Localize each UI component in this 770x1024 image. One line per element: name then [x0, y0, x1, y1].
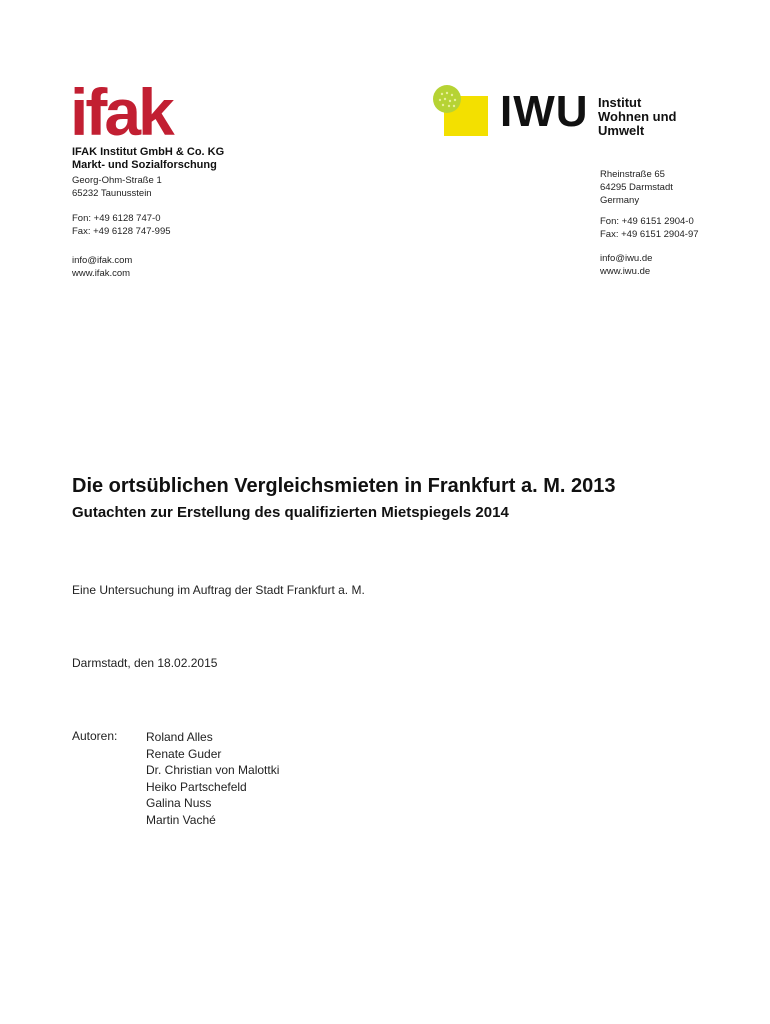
author-name: Heiko Partschefeld [146, 779, 247, 794]
iwu-logo-text: IWU [500, 87, 589, 136]
ifak-company-line: IFAK Institut GmbH & Co. KG [72, 146, 225, 158]
ifak-website: www.ifak.com [72, 268, 131, 279]
iwu-address-line: 64295 Darmstadt [600, 182, 673, 193]
iwu-web [600, 252, 652, 278]
iwu-address-line: Rheinstraße 65 [600, 169, 665, 180]
iwu-address-line: Germany [600, 195, 640, 206]
author-name: Galina Nuss [146, 796, 212, 810]
iwu-email: info@iwu.de [600, 253, 653, 264]
iwu-address [600, 168, 673, 207]
iwu-tagline-line: Institut [598, 95, 642, 110]
iwu-tagline-line: Umwelt [598, 123, 645, 138]
iwu-tagline-line: Wohnen und [598, 109, 677, 124]
place-date: Darmstadt, den 18.02.2015 [72, 656, 218, 670]
author-name: Dr. Christian von Malottki [146, 763, 280, 777]
ifak-phone-line: Fon: +49 6128 747-0 [72, 213, 161, 224]
iwu-logo [430, 84, 700, 140]
ifak-company [72, 146, 224, 172]
author-name: Renate Guder [146, 746, 222, 761]
authors-label: Autoren: [72, 729, 118, 743]
document-title: Die ortsüblichen Vergleichsmieten in Frankfurt a. M. 2013 [72, 475, 616, 497]
ifak-logo-text: ifak [70, 75, 172, 149]
iwu-phone-line: Fon: +49 6151 2904-0 [600, 216, 694, 227]
ifak-address-line: Georg-Ohm-Straße 1 [72, 175, 162, 186]
authors-list [146, 729, 279, 828]
ifak-fax-line: Fax: +49 6128 747-995 [72, 226, 171, 237]
iwu-fax-line: Fax: +49 6151 2904-97 [600, 229, 699, 240]
ifak-address-line: 65232 Taunusstein [72, 188, 152, 199]
ifak-web [72, 254, 132, 280]
author-name: Martin Vaché [146, 812, 216, 827]
document-subtitle: Gutachten zur Erstellung des qualifizierten Mietspiegels 2014 [72, 504, 509, 521]
iwu-tagline [598, 96, 676, 138]
iwu-phone [600, 215, 699, 241]
ifak-email: info@ifak.com [72, 255, 133, 266]
iwu-website: www.iwu.de [600, 266, 651, 277]
iwu-logo-mark-icon [430, 84, 494, 140]
ifak-phone [72, 212, 171, 238]
commission-line: Eine Untersuchung im Auftrag der Stadt Frankfurt a. M. [72, 583, 365, 597]
author-name: Roland Alles [146, 730, 213, 744]
ifak-address [72, 174, 162, 200]
ifak-company-line: Markt- und Sozialforschung [72, 159, 217, 171]
ifak-logo [70, 75, 172, 149]
